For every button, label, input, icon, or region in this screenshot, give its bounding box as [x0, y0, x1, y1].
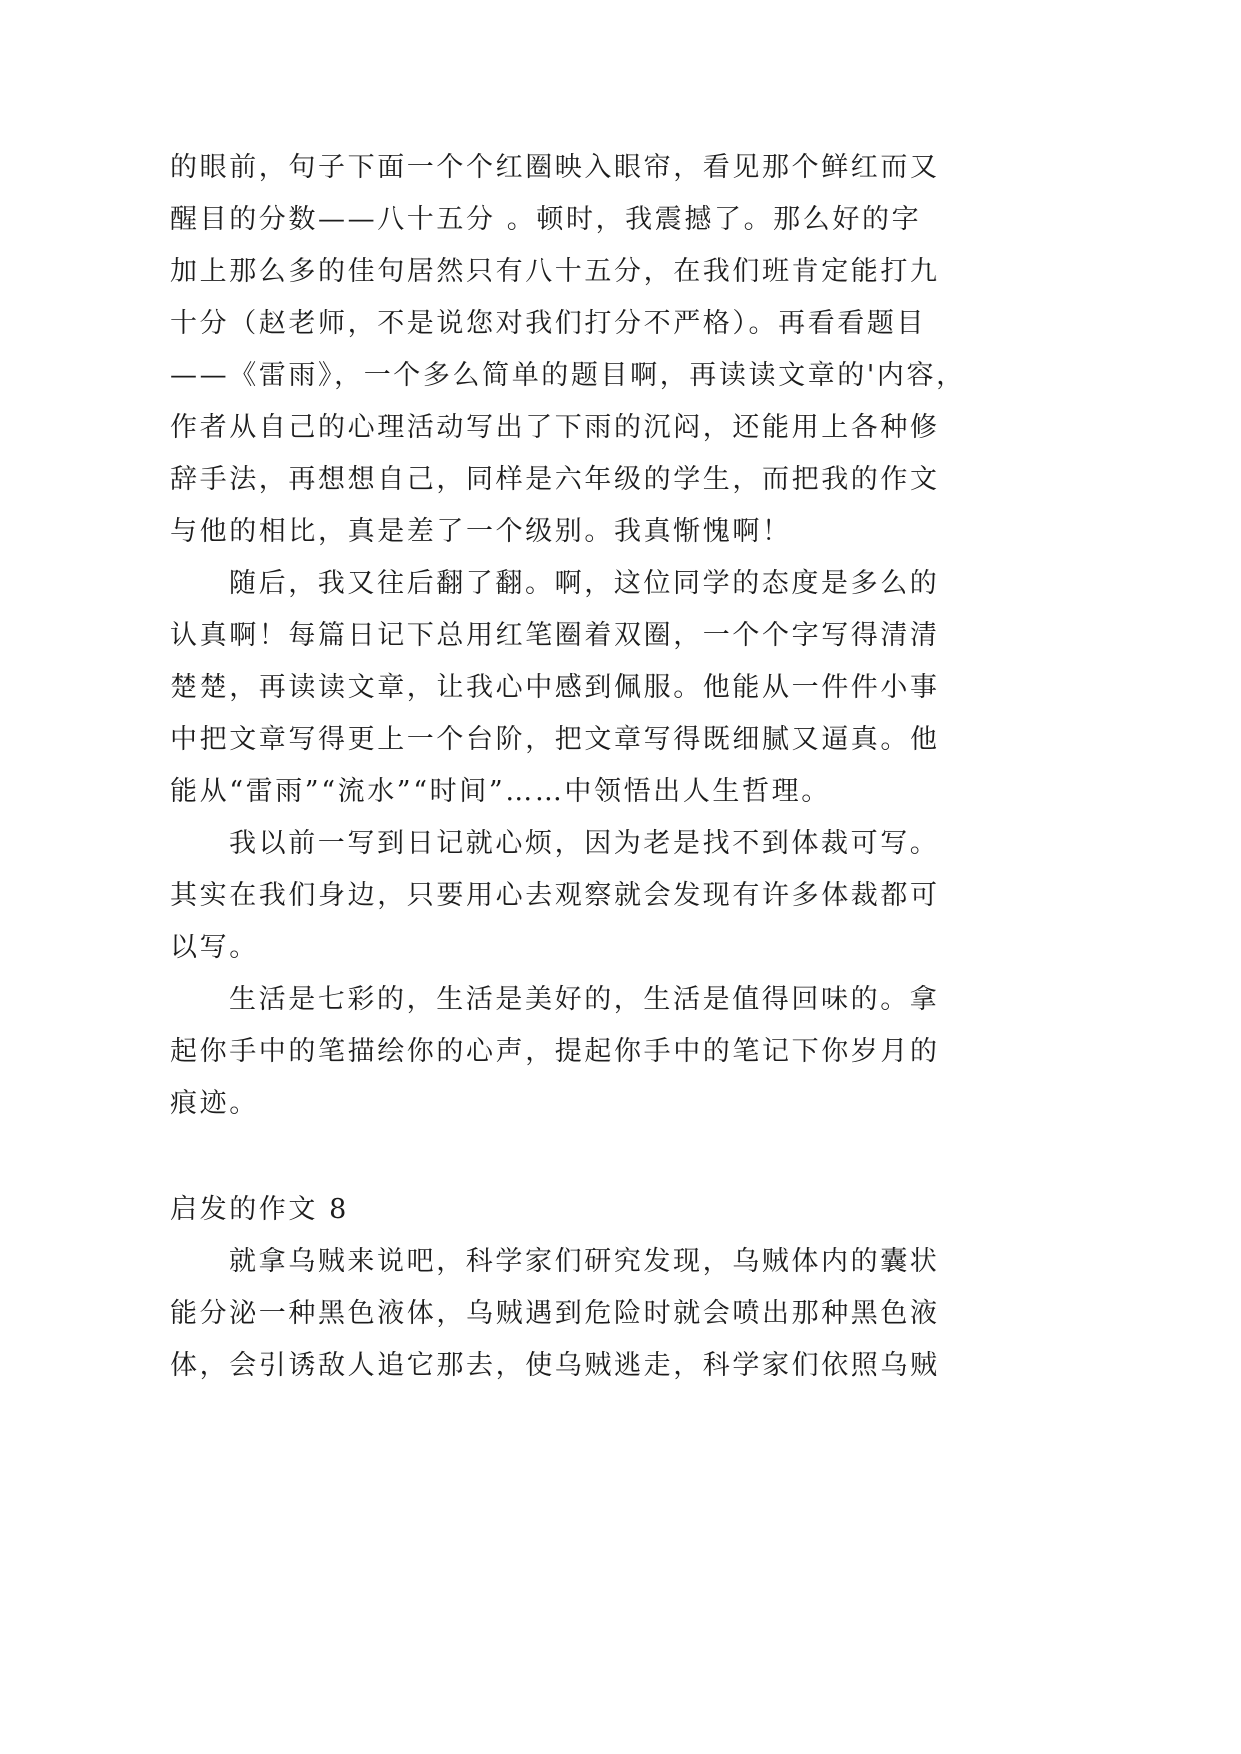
- paragraph-first-line: 我以前一写到日记就心烦，因为老是找不到体裁可写。: [229, 828, 940, 859]
- body-line: 能从“雷雨”“流水”“时间”……中领悟出人生哲理。: [170, 776, 831, 807]
- body-line: 能分泌一种黑色液体，乌贼遇到危险时就会喷出那种黑色液: [170, 1298, 940, 1329]
- paragraph-first-line: 随后，我又往后翻了翻。啊，这位同学的态度是多么的: [229, 568, 940, 599]
- body-line: 辞手法，再想想自己，同样是六年级的学生，而把我的作文: [170, 464, 940, 495]
- body-line: 楚楚，再读读文章，让我心中感到佩服。他能从一件件小事: [170, 672, 940, 703]
- body-line: 的眼前，句子下面一个个红圈映入眼帘，看见那个鲜红而又: [170, 152, 940, 183]
- body-line: 十分（赵老师，不是说您对我们打分不严格）。再看看题目: [170, 308, 927, 339]
- body-line: 以写。: [170, 932, 259, 963]
- body-line: 体，会引诱敌人追它那去，使乌贼逃走，科学家们依照乌贼: [170, 1350, 940, 1381]
- essay-8: [170, 1184, 970, 1392]
- body-line: 作者从自己的心理活动写出了下雨的沉闷，还能用上各种修: [170, 412, 940, 443]
- paragraph-first-line: 就拿乌贼来说吧，科学家们研究发现，乌贼体内的囊状: [229, 1246, 940, 1277]
- body-line: 醒目的分数——八十五分 。顿时，我震撼了。那么好的字: [170, 204, 922, 235]
- body-line: 起你手中的笔描绘你的心声，提起你手中的笔记下你岁月的: [170, 1036, 940, 1067]
- body-line: 与他的相比，真是差了一个级别。我真惭愧啊！: [170, 516, 792, 547]
- section-heading: 启发的作文 8: [170, 1194, 349, 1225]
- document-body: [170, 142, 970, 1392]
- body-line: 加上那么多的佳句居然只有八十五分，在我们班肯定能打九: [170, 256, 940, 287]
- section-spacer: [170, 1130, 970, 1184]
- essay-continuation: [170, 142, 970, 1130]
- body-line: 认真啊！每篇日记下总用红笔圈着双圈，一个个字写得清清: [170, 620, 940, 651]
- paragraph-first-line: 生活是七彩的，生活是美好的，生活是值得回味的。拿: [229, 984, 940, 1015]
- body-line: 其实在我们身边，只要用心去观察就会发现有许多体裁都可: [170, 880, 940, 911]
- body-line: ——《雷雨》，一个多么简单的题目啊，再读读文章的'内容，: [170, 360, 966, 391]
- body-line: 痕迹。: [170, 1088, 259, 1119]
- body-line: 中把文章写得更上一个台阶，把文章写得既细腻又逼真。他: [170, 724, 940, 755]
